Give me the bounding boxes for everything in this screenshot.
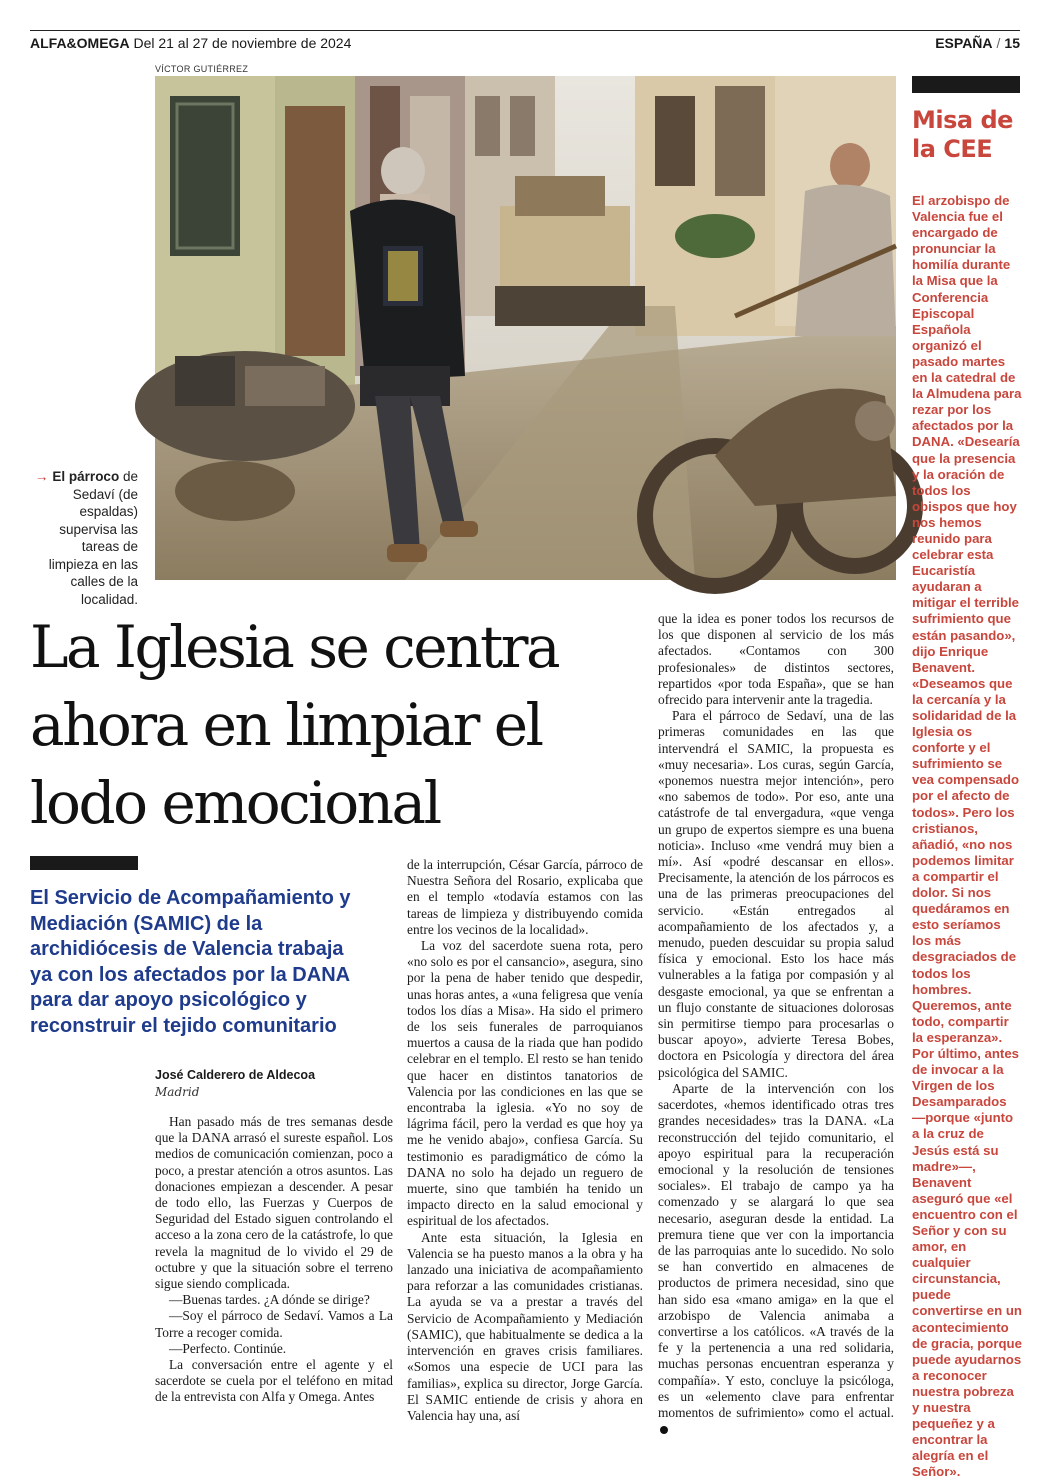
paragraph: La conversación entre el agente y el sacerdote se cuela por el teléfono en mitad de la entrevista con Alfa y Omega. Antes	[155, 1357, 393, 1405]
paragraph: Para el párroco de Sedaví, una de las primeras comunidades en las que intervendrá el SAMIC, la propuesta es «muy necesaria». Los curas, según García, «ponemos nuestra mejor intención», pero «no sabemos de todo». Por eso, ante una catástrofe de tal envergadura, «que venga un grupo de expertos siempre es una buena noticia». Incluso «me vendrá muy bien a mí». Así «podré descansar en ellos». Precisamente, la atención de los párrocos es una de las primeras preocupaciones del servicio. «Están entregados al acompañamiento de los afectados y, a menudo, pueden descuidar su propia salud física y emocional. Esto los hace más vulnerables a la fatiga por compasión y al desgaste emocional, ya que se enfrentan a un flujo constante de situaciones dolorosas sin permitirse tiempo para procesarlas o buscar apoyo», advierte Teresa Bobes, doctora en Psicología y directora del área psicológica del SAMIC.	[658, 708, 894, 1080]
article-headline: La Iglesia se centra ahora en limpiar el lodo emocional	[30, 613, 559, 837]
dateline-location: Madrid	[155, 1085, 200, 1099]
author-name: José Calderero de Aldecoa	[155, 1068, 316, 1082]
issue-date: Del 21 al 27 de noviembre de 2024	[133, 35, 352, 51]
paragraph	[658, 1081, 894, 1437]
body-column-2	[407, 857, 643, 1424]
end-mark-icon	[660, 1426, 668, 1434]
paragraph: que la idea es poner todos los recursos de los que disponen al servicio de los más afectados. «Contamos con 300 profesionales» de distintos sectores, repartidos «por toda España», que se han ofrecido para intervenir ante la tragedia.	[658, 611, 894, 708]
paragraph-text: Aparte de la intervención con los sacerdotes, «hemos identificado otras tres grandes necesidades» tras la DANA. «La reconstrucción del tejido comunitario, el apoyo espiritual para la recuperación emocional y la resolución de tensiones sociales». El trabajo de campo ya ha comenzado y se alargará lo que sea necesario, aseguran desde la entidad. La premura tiene que ver con la importancia de las parroquias ante lo sucedido. No solo se han convertido en almacenes de productos de primera necesidad, sino que han sido esa «mano amiga» en la que el arzobispo de Valencia animaba a convertirse a los católicos. «A través de la fe y la pertenencia a una red solidaria, muchas personas encuentran esperanza y compañía». Y esto, concluye la psicóloga, es un «elemento clave para enfrentar momentos de sufrimiento» como el actual.	[658, 1080, 894, 1420]
paragraph: Han pasado más de tres semanas desde que la DANA arrasó el sureste español. Los medios de comunicación comienzan, poco a poco, a prestar atención a otros asuntos. Las donaciones empiezan a descender. A pesar de todo ello, las Fuerzas y Cuerpos de Seguridad del Estado siguen controlando el acceso a la zona cero de la catástrofe, lo que revela la magnitud de lo vivido el 29 de octubre y que la situación sobre el terreno sigue siendo complicada.	[155, 1114, 393, 1292]
caption-text: de Sedaví (de espaldas) supervisa las tareas de limpieza en las calles de la localidad.	[48, 469, 138, 607]
header-rule	[30, 30, 1020, 31]
publication-name: ALFA&OMEGA	[30, 35, 130, 51]
caption-lead: El párroco	[52, 469, 120, 484]
article-deck: El Servicio de Acompañamiento y Mediación (SAMIC) de la archidiócesis de Valencia trabaja ya con los afectados por la DANA para dar apoyo psicológico y reconstruir el tejido comunitario	[30, 887, 351, 1037]
paragraph: —Perfecto. Continúe.	[169, 1340, 287, 1356]
section-name: ESPAÑA	[935, 35, 993, 51]
caption-arrow-icon: →	[34, 469, 49, 484]
page-header	[30, 30, 1020, 52]
section-divider: /	[996, 35, 1001, 51]
photo-caption	[30, 468, 138, 608]
article-photo	[155, 76, 896, 580]
sidebar-text: El arzobispo de Valencia fue el encargado de pronunciar la homilía durante la Misa que la Conferencia Episcopal Española organizó el pasado martes en la catedral de la Almudena para rezar por los afectados por la DANA. «Desearía que la presencia y la oración de todos los obispos que hoy nos hemos reunido para celebrar esta Eucaristía ayudaran a mitigar el terrible sufrimiento que están pasando», dijo Enrique Benavent. «Deseamos que la cercanía y la solidaridad de la Iglesia os conforte y el sufrimiento se vea compensado por el afecto de todos». Pero los cristianos, añadió, «no nos podemos limitar a compartir el dolor. Si nos quedáramos en esto seríamos los más desgraciados de todos los hombres. Queremos, ante todo, compartir la esperanza». Por último, antes de invocar a la Virgen de los Desamparados —porque «junto a la cruz de Jesús está su madre»—, Benavent aseguró que «el encuentro con el Señor y con su amor, en cualquier circunstancia, puede convertirse en un acontecimiento de gracia, porque puede ayudarnos a reconocer nuestra pobreza y nuestra pequeñez y a encontrar la alegría en el Señor».	[912, 193, 1022, 1480]
byline	[155, 1068, 395, 1099]
sidebar-bar	[912, 76, 1020, 93]
body-column-1	[155, 1114, 393, 1406]
publication-line	[30, 35, 351, 51]
body-column-3	[658, 611, 894, 1437]
paragraph: —Buenas tardes. ¿A dónde se dirige?	[169, 1292, 370, 1308]
flood-street-scene-image	[155, 76, 896, 580]
photo-credit: VÍCTOR GUTIÉRREZ	[155, 64, 249, 74]
paragraph: —Soy el párroco de Sedaví. Vamos a La Torre a recoger comida.	[155, 1308, 393, 1340]
section-label	[935, 35, 1020, 51]
page-number: 15	[1004, 35, 1020, 51]
sidebar-title: Misa de la CEE	[912, 106, 1013, 163]
paragraph: Ante esta situación, la Iglesia en Valencia se ha puesto manos a la obra y ha lanzado una iniciativa de acompañamiento para reforzar a las comunidades cristianas. La ayuda se va a prestar a través del Servicio de Acompañamiento y Mediación (SAMIC), que habitualmente se dedica a la intervención en graves crisis familiares. «Somos una especie de UCI para las familias», explica su director, Jorge García. El SAMIC entiende de crisis y ahora en Valencia hay una, así	[407, 1229, 643, 1423]
deck-bar	[30, 856, 138, 870]
paragraph: La voz del sacerdote suena rota, pero «no solo es por el cansancio», asegura, sino por la pena de haber tenido que despedir, unas horas antes, a «una feligresa que venía todos los días a Misa». Ha sido el primero de los seis funerales de parroquianos muertos a causa de la riada que han podido celebrar en el templo. El resto se han tenido que hacer en distintos tanatorios de Valencia por las condiciones en las que se encontraba la iglesia. «Yo no soy de lágrima fácil, pero la verdad es que hoy ya me he venido abajo», confiesa García. Su testimonio es paradigmático de cómo la DANA no solo ha dejado un reguero de muerte, sino que también ha tenido un impacto directo en la salud emocional y espiritual de los afectados.	[407, 938, 643, 1229]
paragraph: de la interrupción, César García, párroco de Nuestra Señora del Rosario, explicaba que en el templo «todavía estamos con las tareas de limpieza y distribuyendo comida entre los vecinos de la localidad».	[407, 857, 643, 937]
